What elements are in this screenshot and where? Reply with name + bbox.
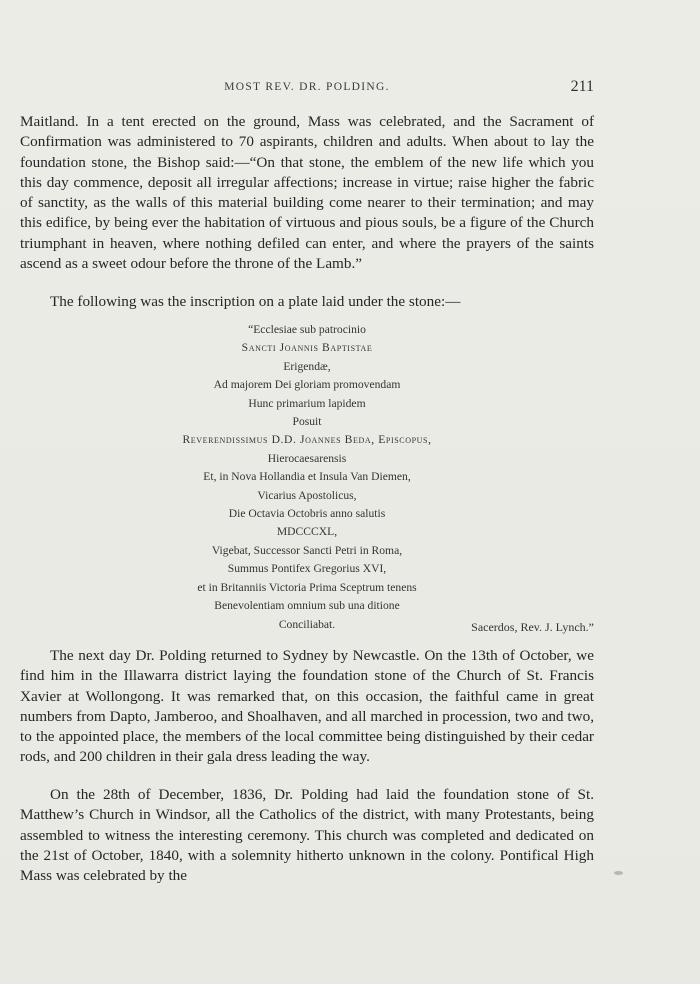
paragraph-text: The next day Dr. Polding returned to Sydney by Newcastle. On the 13th of October, we find him in the Illawarra district laying the foundation stone of the Church of St. Francis Xavier at Wollongong. It was remarked that, on this occasion, the faithful came in great numbers from Dapto, Jamberoo, and Shoalhaven, and all marched in procession, two and two, to the appointed place, the members of the local committee being distinguished by their cedar rods, and 200 children in their gala dress leading the way. [20, 647, 594, 766]
inscription-line: Conciliabat. [278, 617, 336, 631]
inscription-line: Sancti Joannis Baptistae [241, 341, 373, 355]
page-number: 211 [570, 78, 594, 95]
body-paragraph [20, 785, 594, 886]
body-paragraph [20, 292, 594, 312]
inscription-line: Ad majorem Dei gloriam promovendam [213, 378, 401, 392]
inscription-line: Erigendæ, [283, 359, 331, 373]
inscription-line: Benevolentiam omnium sub una ditione [214, 599, 400, 613]
body-paragraph [20, 646, 594, 768]
inscription-line: Die Octavia Octobris anno salutis [228, 507, 386, 521]
running-title: MOST REV. DR. POLDING. [224, 81, 390, 93]
paragraph-text: On the 28th of December, 1836, Dr. Polding had laid the foundation stone of St. Matthew’s Church in Windsor, all the Catholics of the district, with many Protestants, being assembled to witness the interesting ceremony. This church was completed and dedicated on the 21st of October, 1840, with a solemnity hitherto unknown in the colony. Pontifical High Mass was celebrated by the [20, 786, 594, 885]
inscription-line: Et, in Nova Hollandia et Insula Van Diemen, [203, 470, 411, 484]
running-head [20, 78, 594, 98]
inscription-block [20, 321, 594, 634]
paragraph-text: The following was the inscription on a plate laid under the stone:— [50, 293, 461, 310]
inscription-line: Hierocaesarensis [267, 451, 347, 465]
inscription-signature: Sacerdos, Rev. J. Lynch.” [471, 620, 594, 634]
inscription-line: Vicarius Apostolicus, [257, 488, 357, 502]
paper-speck [614, 871, 623, 875]
body-paragraph [20, 112, 594, 274]
inscription-line: Posuit [292, 415, 322, 429]
inscription-line: “Ecclesiae sub patrocinio [248, 323, 366, 336]
inscription-line: et in Britanniis Victoria Prima Sceptrum tenens [197, 580, 417, 594]
paragraph-text: Maitland. In a tent erected on the ground, Mass was celebrated, and the Sacrament of Confirmation was administered to 70 aspirants, children and adults. When about to lay the foundation stone, the Bishop said:—“On that stone, the emblem of the new life which you this day commence, deposit all irregular affections; increase in virtue; raise higher the fabric of sanctity, as the walls of this material building come nearer to their termination; and may this edifice, by being ever the habitation of virtuous and pious souls, be a figure of the Church triumphant in heaven, where nothing defiled can enter, and where the prayers of the saints ascend as a sweet odour before the throne of the Lamb.” [20, 113, 594, 273]
inscription-line: MDCCCXL, [276, 525, 338, 539]
inscription-line: Hunc primarium lapidem [248, 396, 366, 410]
inscription-line: Reverendissimus D.D. Joannes Beda, Episcopus, [182, 433, 432, 447]
inscription-line: Vigebat, Successor Sancti Petri in Roma, [211, 543, 403, 557]
inscription-line: Summus Pontifex Gregorius XVI, [227, 562, 387, 576]
